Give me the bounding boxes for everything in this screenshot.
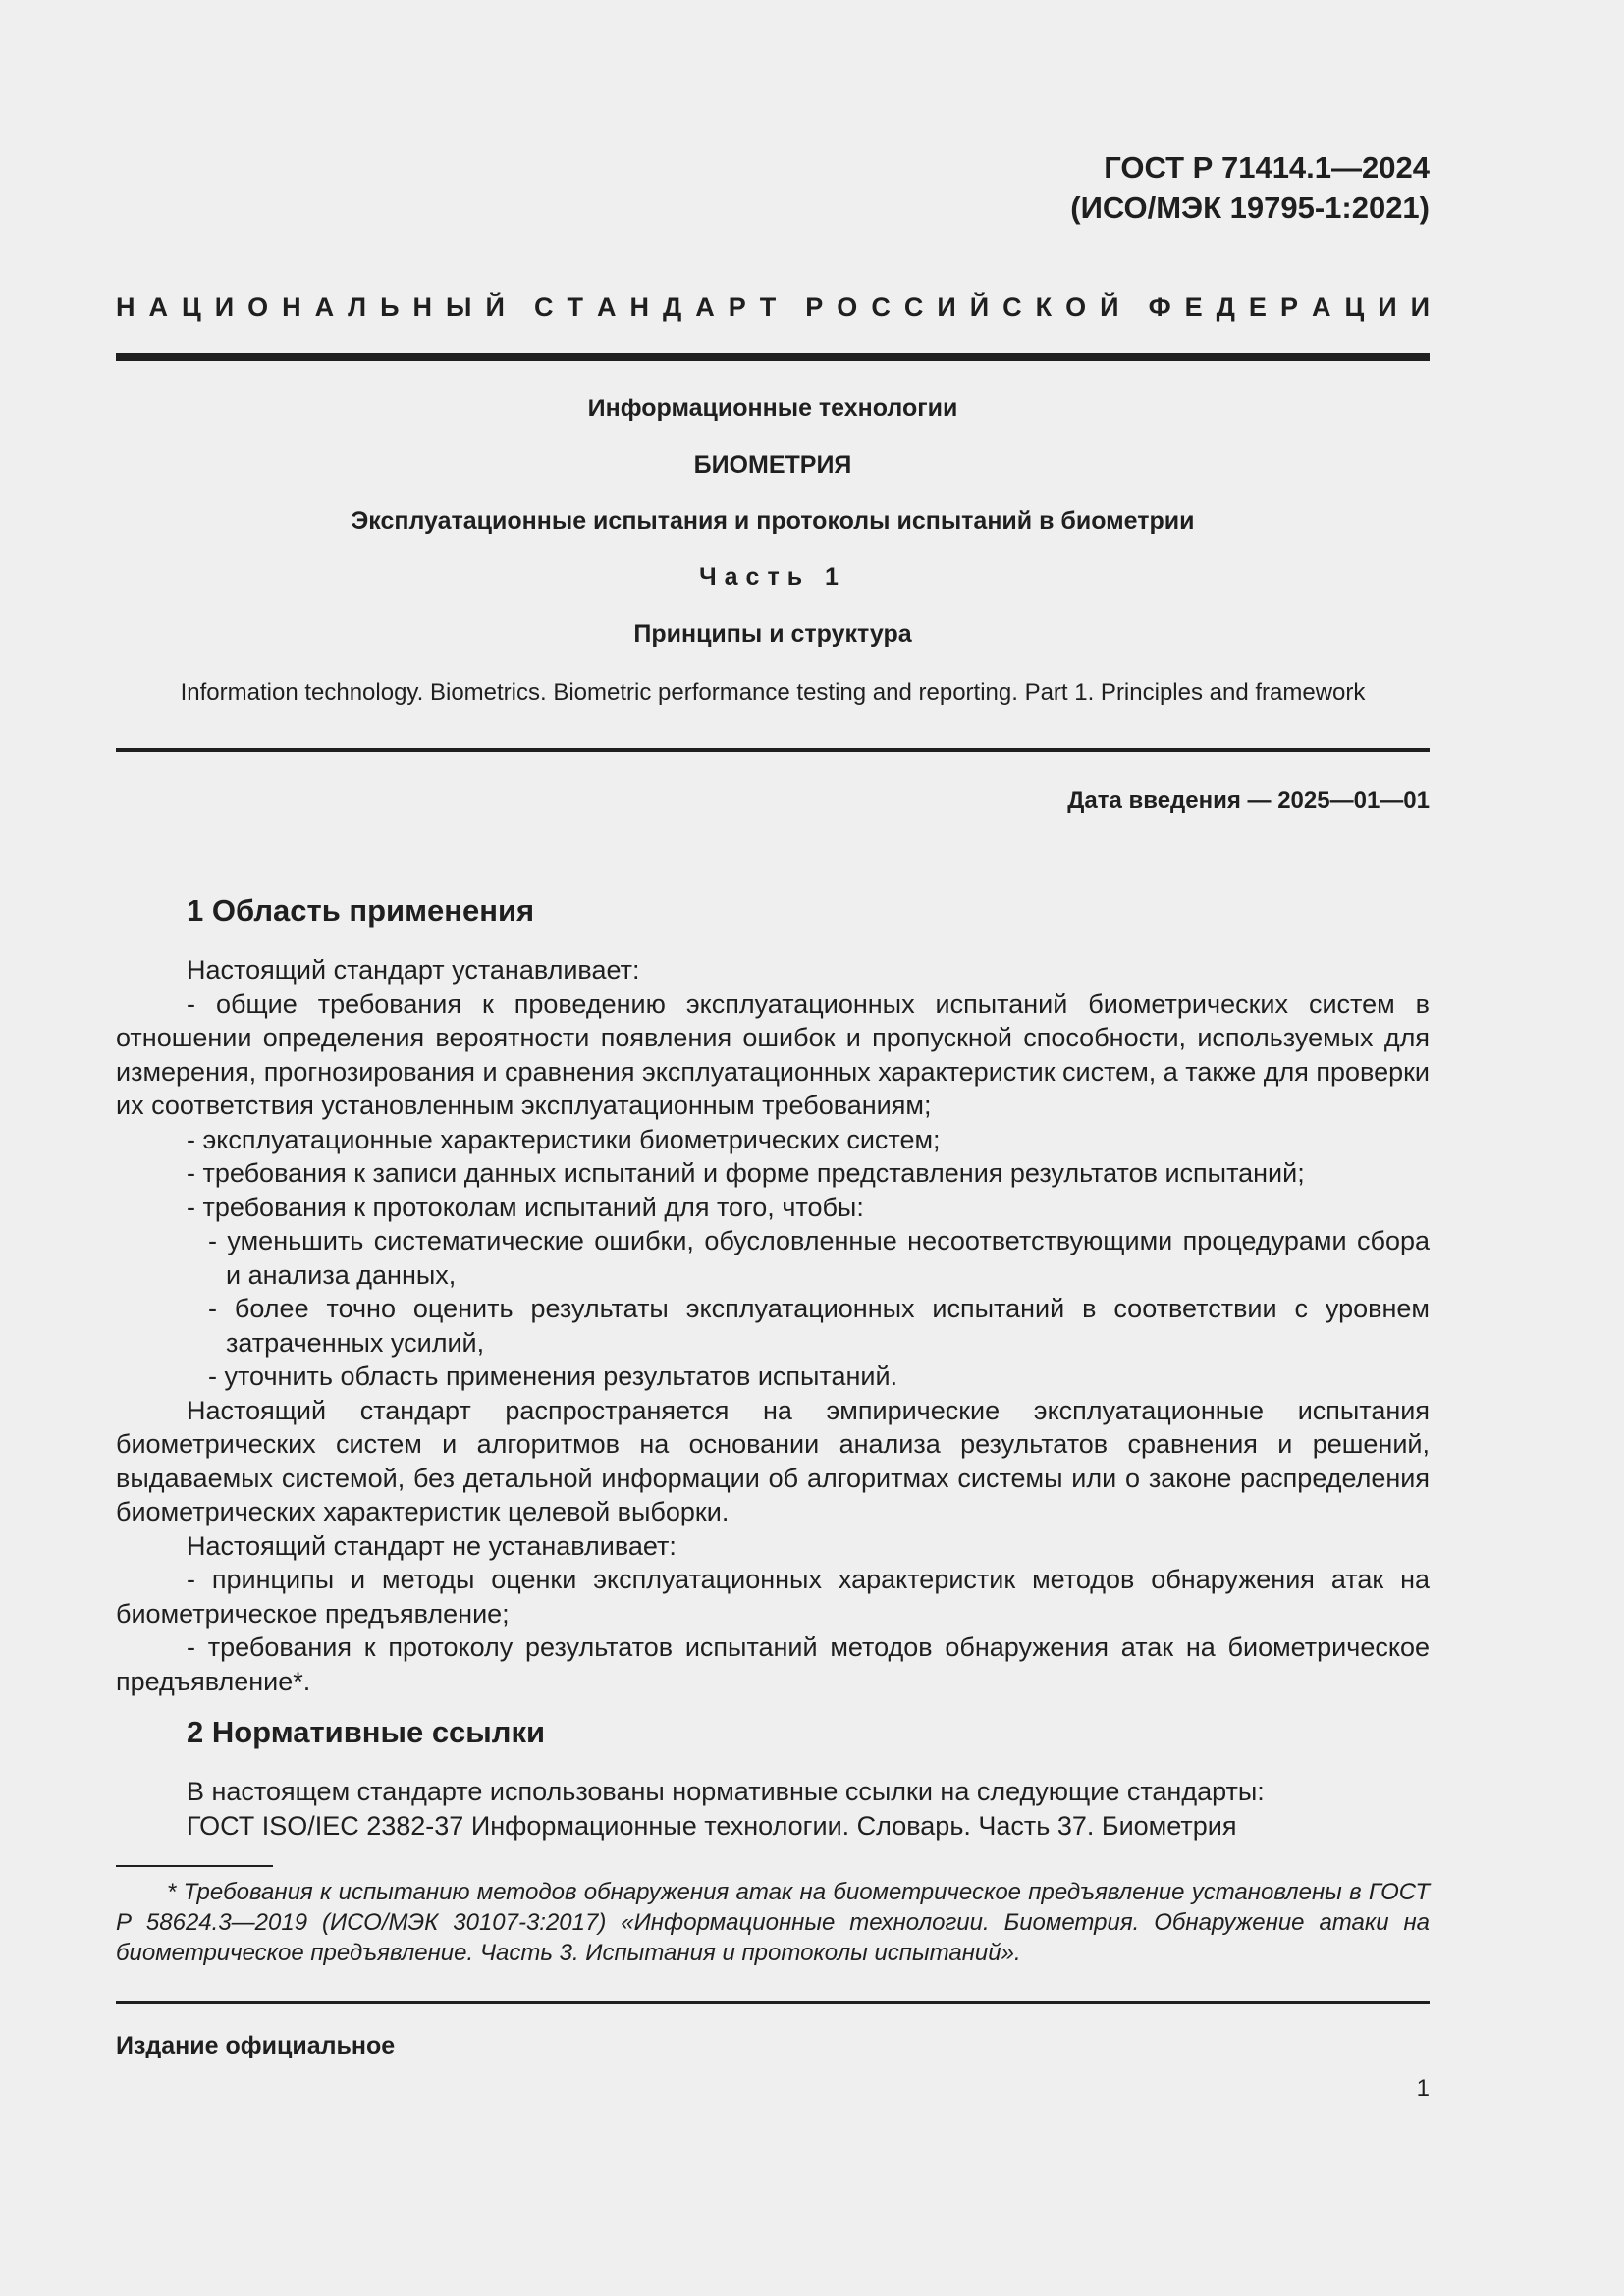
introduction-date: Дата введения — 2025—01—01 [1067,787,1430,814]
section-1-heading: 1 Область применения [187,893,535,928]
title-letter: Р [1279,293,1298,322]
title-letter: Т [567,293,583,322]
section-2-body [116,1775,1430,1842]
footnote: * Требования к испытанию методов обнаружения атак на биометрическое предъявление установлены в ГОСТ Р 58624.3—2019 (ИСО/МЭК 30107-3:2017) «Информационные технологии. Биометрия. Обнаружение атаки на биометрическое предъявление. Часть 3. Испытания и протоколы испытаний». [116,1879,1430,1966]
title-letter: Ы [446,293,472,322]
title-letter: А [148,293,168,322]
section-1-body [116,953,1430,1698]
national-standard-title [116,291,1430,324]
title-letter: Ь [380,293,400,322]
title-letter: Й [1100,293,1119,322]
list-item: - общие требования к проведению эксплуатационных испытаний биометрических систем в отношении определения вероятности появления ошибок и пропускной способности, используемых для измерения, прогнозирования и сравнения эксплуатационных характеристик систем, а также для проверки их соответствия установленным эксплуатационным требованиям; [116,988,1431,1120]
title-letter: Й [969,293,990,322]
title-line-3: Эксплуатационные испытания и протоколы испытаний в биометрии [351,507,1195,535]
title-letter: Е [1248,293,1267,322]
title-letter: Ф [1148,293,1171,322]
national-standard-word-1 [116,291,505,324]
list-item: - требования к записи данных испытаний и форме представления результатов испытаний; [187,1158,1305,1188]
national-standard-word-2 [534,291,776,324]
list-item: - требования к протоколам испытаний для того, чтобы: [187,1192,864,1222]
standard-number-line2: (ИСО/МЭК 19795-1:2021) [1070,190,1430,225]
title-letter: Д [662,293,682,322]
list-item: - эксплуатационные характеристики биометрических систем; [187,1124,941,1154]
title-letter: С [871,293,891,322]
standard-number [1070,147,1430,228]
section-2-heading: 2 Нормативные ссылки [187,1715,546,1749]
list-item: - требования к протоколу результатов испытаний методов обнаружения атак на биометрическое предъявление*. [116,1632,1430,1696]
document-page [116,0,1430,2296]
title-part: Часть 1 [699,563,846,591]
title-letter: А [695,293,715,322]
title-letter: И [214,293,235,322]
national-standard-word-3 [805,291,1118,324]
national-standard-word-4 [1149,291,1430,324]
title-line-2: БИОМЕТРИЯ [693,452,852,479]
title-letter: Е [1184,293,1203,322]
normative-reference: ГОСТ ISO/IEC 2382-37 Информационные технологии. Словарь. Часть 37. Биометрия [187,1810,1237,1841]
paragraph: В настоящем стандарте использованы нормативные ссылки на следующие стандарты: [187,1777,1265,1806]
title-subtitle: Принципы и структура [633,620,912,648]
title-letter: И [937,293,956,322]
title-letter: Н [629,293,649,322]
title-letter: Л [348,293,367,322]
title-letter: Н [116,293,135,322]
title-letter: Й [485,293,505,322]
title-letter: А [1311,293,1331,322]
header-rule [116,353,1430,361]
footnote-separator [116,1865,273,1867]
footer-rule [116,2001,1430,2004]
title-letter: О [1065,293,1087,322]
page-number: 1 [1416,2075,1430,2102]
title-letter: К [1035,293,1053,322]
title-letter: Ц [182,293,201,322]
sub-list-item: - уменьшить систематические ошибки, обусловленные несоответствующими процедурами сбора и анализа данных, [208,1226,1430,1290]
title-line-1: Информационные технологии [587,395,958,422]
title-letter: С [533,293,554,322]
title-letter: И [1410,293,1430,322]
title-letter: И [1378,293,1397,322]
paragraph: Настоящий стандарт устанавливает: [187,955,640,985]
title-letter: О [837,293,858,322]
title-letter: О [247,293,269,322]
official-edition-label: Издание официальное [116,2032,396,2059]
title-letter: Д [1216,293,1235,322]
title-letter: Ц [1344,293,1365,322]
standard-number-line1: ГОСТ Р 71414.1—2024 [1104,150,1430,185]
title-letter: А [314,293,335,322]
title-letter: Н [412,293,433,322]
sub-list-item: - более точно оценить результаты эксплуатационных испытаний в соответствии с уровнем затраченных усилий, [208,1294,1430,1358]
paragraph: Настоящий стандарт не устанавливает: [187,1530,677,1561]
title-letter: Р [728,293,746,322]
sub-list-item: - уточнить область применения результатов испытаний. [208,1362,898,1391]
title-letter: С [903,293,924,322]
title-letter: Р [805,293,824,322]
list-item: - принципы и методы оценки эксплуатационных характеристик методов обнаружения атак на биометрическое предъявление; [116,1565,1430,1629]
english-title: Information technology. Biometrics. Biometric performance testing and reporting. Part 1. Principles and framework [180,679,1366,706]
title-rule [116,748,1430,752]
title-letter: Т [759,293,777,322]
paragraph: Настоящий стандарт распространяется на эмпирические эксплуатационные испытания биометрических систем и алгоритмов на основании анализа результатов сравнения и решений, выдаваемых системой, без детальной информации об алгоритмах системы или о законе распределения биометрических характеристик целевой выборки. [116,1395,1430,1526]
title-letter: С [1002,293,1022,322]
title-letter: Н [282,293,301,322]
title-letter: А [596,293,617,322]
